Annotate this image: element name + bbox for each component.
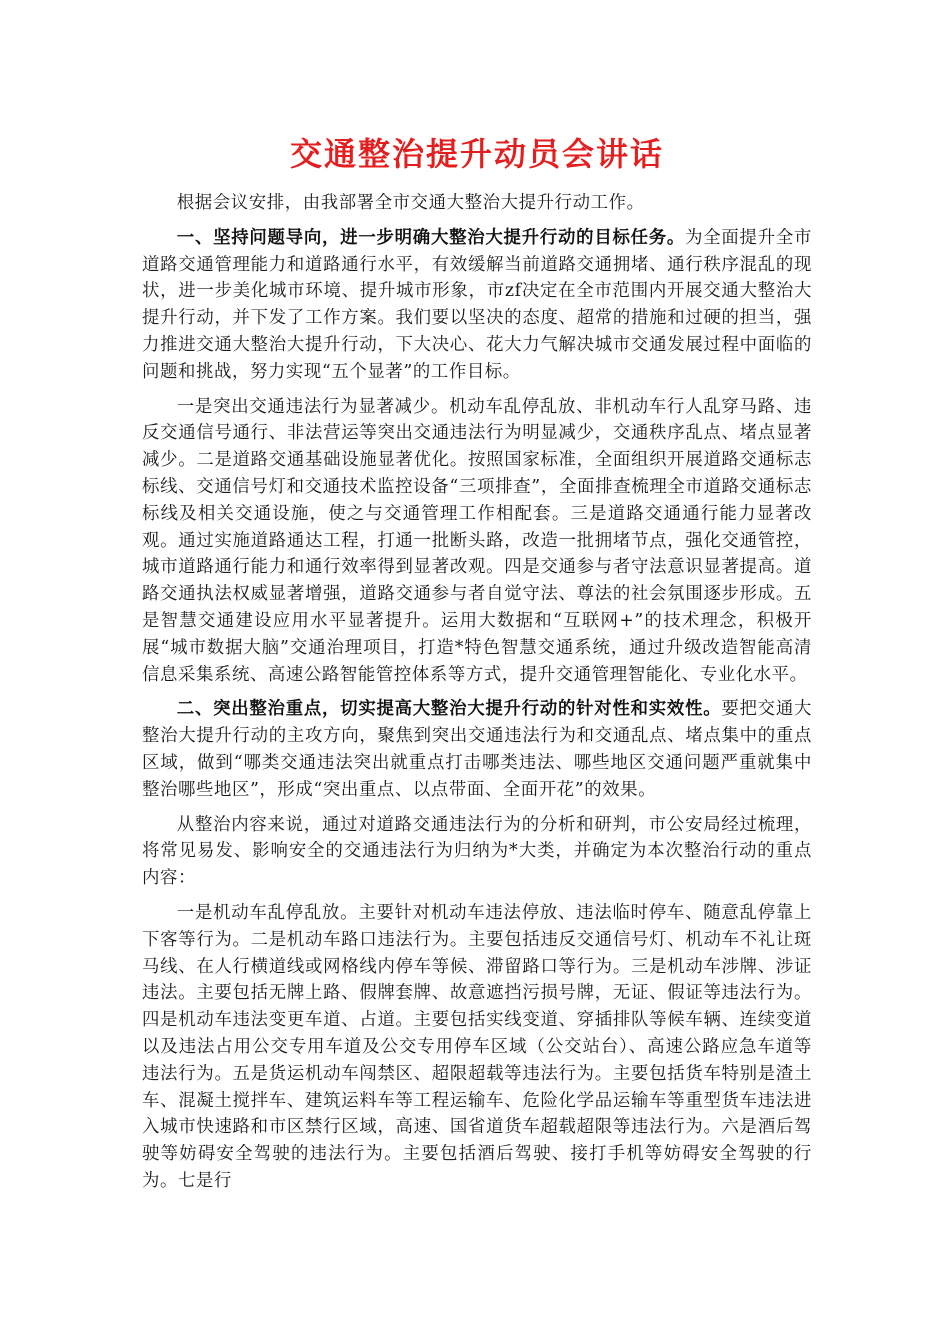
document-title: 交通整治提升动员会讲话 xyxy=(289,135,664,173)
section-1-heading: 一、坚持问题导向，进一步明确大整治大提升行动的目标任务。 xyxy=(176,227,686,248)
intro-paragraph: 根据会议安排，由我部署全市交通大整治大提升行动工作。 xyxy=(176,193,645,213)
section-2-heading: 二、突出整治重点，切实提高大整治大提升行动的针对性和实效性。 xyxy=(176,699,722,720)
section-2-paragraph xyxy=(142,696,812,803)
section-2-text: 要把交通大整治大提升行动的主攻方向，聚焦到突出交通违法行为和交通乱点、堵点集中的重点区域，做到“哪类交通违法突出就重点打击哪类违法、哪些地区交通问题严重就集中整治哪些地区”，形成“突出重点、以点带面、全面开花”的效果。 xyxy=(142,699,812,800)
section-1-text: 为全面提升全市道路交通管理能力和道路通行水平，有效缓解当前道路交通拥堵、通行秩序混乱的现状，进一步美化城市环境、提升城市形象，市zf决定在全市范围内开展交通大整治大提升行动，并下发了工作方案。我们要以坚决的态度、超常的措施和过硬的担当，强力推进交通大整治大提升行动，下大决心、花大力气解决城市交通发展过程中面临的问题和挑战，努力实现“五个显著”的工作目标。 xyxy=(142,227,813,382)
section-1-paragraph xyxy=(142,225,812,386)
goals-paragraph: 一是突出交通违法行为显著减少。机动车乱停乱放、非机动车行人乱穿马路、违反交通信号通行、非法营运等突出交通违法行为明显减少，交通秩序乱点、堵点显著减少。二是道路交通基础设施显著优化。按照国家标准，全面组织开展道路交通标志标线、交通信号灯和交通技术监控设备“三项排查”，全面排查梳理全市道路交通标志标线及相关交通设施，使之与交通管理工作相配套。三是道路交通通行能力显著改观。通过实施道路通达工程，打通一批断头路，改造一批拥堵节点，强化交通管控，城市道路通行能力和通行效率得到显著改观。四是交通参与者守法意识显著提高。道路交通执法权威显著增强，道路交通参与者自觉守法、尊法的社会氛围逐步形成。五是智慧交通建设应用水平显著提升。运用大数据和“互联网+”的技术理念，积极开展“城市数据大脑”交通治理项目，打造*特色智慧交通系统，通过升级改造智能高清信息采集系统、高速公路智能管控体系等方式，提升交通管理智能化、专业化水平。 xyxy=(142,396,812,685)
violations-list-paragraph: 一是机动车乱停乱放。主要针对机动车违法停放、违法临时停车、随意乱停靠上下客等行为。二是机动车路口违法行为。主要包括违反交通信号灯、机动车不礼让斑马线、在人行横道线或网格线内停车等候、滞留路口等行为。三是机动车涉牌、涉证违法。主要包括无牌上路、假牌套牌、故意遮挡污损号牌，无证、假证等违法行为。四是机动车违法变更车道、占道。主要包括实线变道、穿插排队等候车辆、连续变道以及违法占用公交专用车道及公交专用停车区域（公交站台）、高速公路应急车道等违法行为。五是货运机动车闯禁区、超限超载等违法行为。主要包括货车特别是渣土车、混凝土搅拌车、建筑运料车等工程运输车、危险化学品运输车等重型货车违法进入城市快速路和市区禁行区域，高速、国省道货车超载超限等违法行为。六是酒后驾驶等妨碍安全驾驶的违法行为。主要包括酒后驾驶、接打手机等妨碍安全驾驶的行为。七是行 xyxy=(142,902,812,1191)
content-paragraph: 从整治内容来说，通过对道路交通违法行为的分析和研判，市公安局经过梳理，将常见易发、影响安全的交通违法行为归纳为*大类，并确定为本次整治行动的重点内容： xyxy=(142,814,812,889)
